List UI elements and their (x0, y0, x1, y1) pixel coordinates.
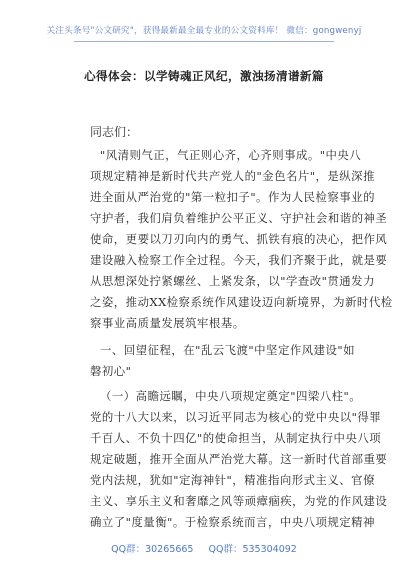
paragraph-line: 从思想深处拧紧螺丝、上紧发条，以"学查改"贯通发力 (90, 274, 375, 288)
paragraph-line: 党内法规，犹如"定海神针"，精准指向形式主义、官僚 (90, 473, 375, 487)
paragraph-line: 确立了"度量衡"。于检察系统而言，中央八项规定精神 (90, 515, 375, 529)
header-divider (74, 41, 334, 42)
paragraph-line: 使命，更要以刀刃向内的勇气、抓铁有痕的决心，把作风 (90, 232, 388, 246)
salutation: 同志们： (90, 125, 139, 139)
paragraph-line: 察事业高质量发展筑牢根基。 (90, 316, 245, 330)
header-note: 关注头条号"公文研究"，获得最新最全最专业的公文资料库！ 微信：gongwenyj (46, 26, 362, 36)
section-heading-line: 一、回望征程，在"乱云飞渡"中坚定作风建设"如 (100, 343, 356, 357)
paragraph-line: 进全面从严治党的"第一粒扣子"。作为人民检察事业的 (90, 190, 375, 204)
paragraph-line: 主义、享乐主义和奢靡之风等顽瘴痼疾，为党的作风建设 (90, 494, 388, 508)
paragraph-line: "风清则气正，气正则心齐，心齐则事成。"中央八 (100, 148, 362, 162)
paragraph-line: 规定破题，推开全面从严治党大幕。这一新时代首部重要 (90, 452, 388, 466)
section-heading-line: 磐初心" (90, 364, 132, 378)
qq-group-2: QQ群：535304092 (208, 544, 297, 555)
document-title: 心得体会：以学铸魂正风纪，激浊扬清谱新篇 (84, 69, 324, 83)
subsection-heading-line: （一）高瞻远瞩，中央八项规定奠定"四梁八柱"。 (100, 389, 362, 403)
qq-group-1: QQ群：30265665 (111, 544, 194, 555)
paragraph-line: 建设融入检察工作全过程。今天，我们齐聚于此，就是要 (90, 253, 388, 267)
paragraph-line: 守护者，我们肩负着维护公平正义、守护社会和谐的神圣 (90, 211, 388, 225)
paragraph-line: 党的十八大以来，以习近平同志为核心的党中央以"得罪 (90, 410, 382, 424)
paragraph-line: 千百人、不负十四亿"的使命担当，从制定执行中央八项 (90, 431, 382, 445)
paragraph-line: 项规定精神是新时代共产党人的"金色名片"，是纵深推 (90, 169, 375, 183)
paragraph-line: 之姿，推动XX检察系统作风建设迈向新境界，为新时代检 (90, 295, 393, 309)
footer-contact (0, 541, 408, 555)
